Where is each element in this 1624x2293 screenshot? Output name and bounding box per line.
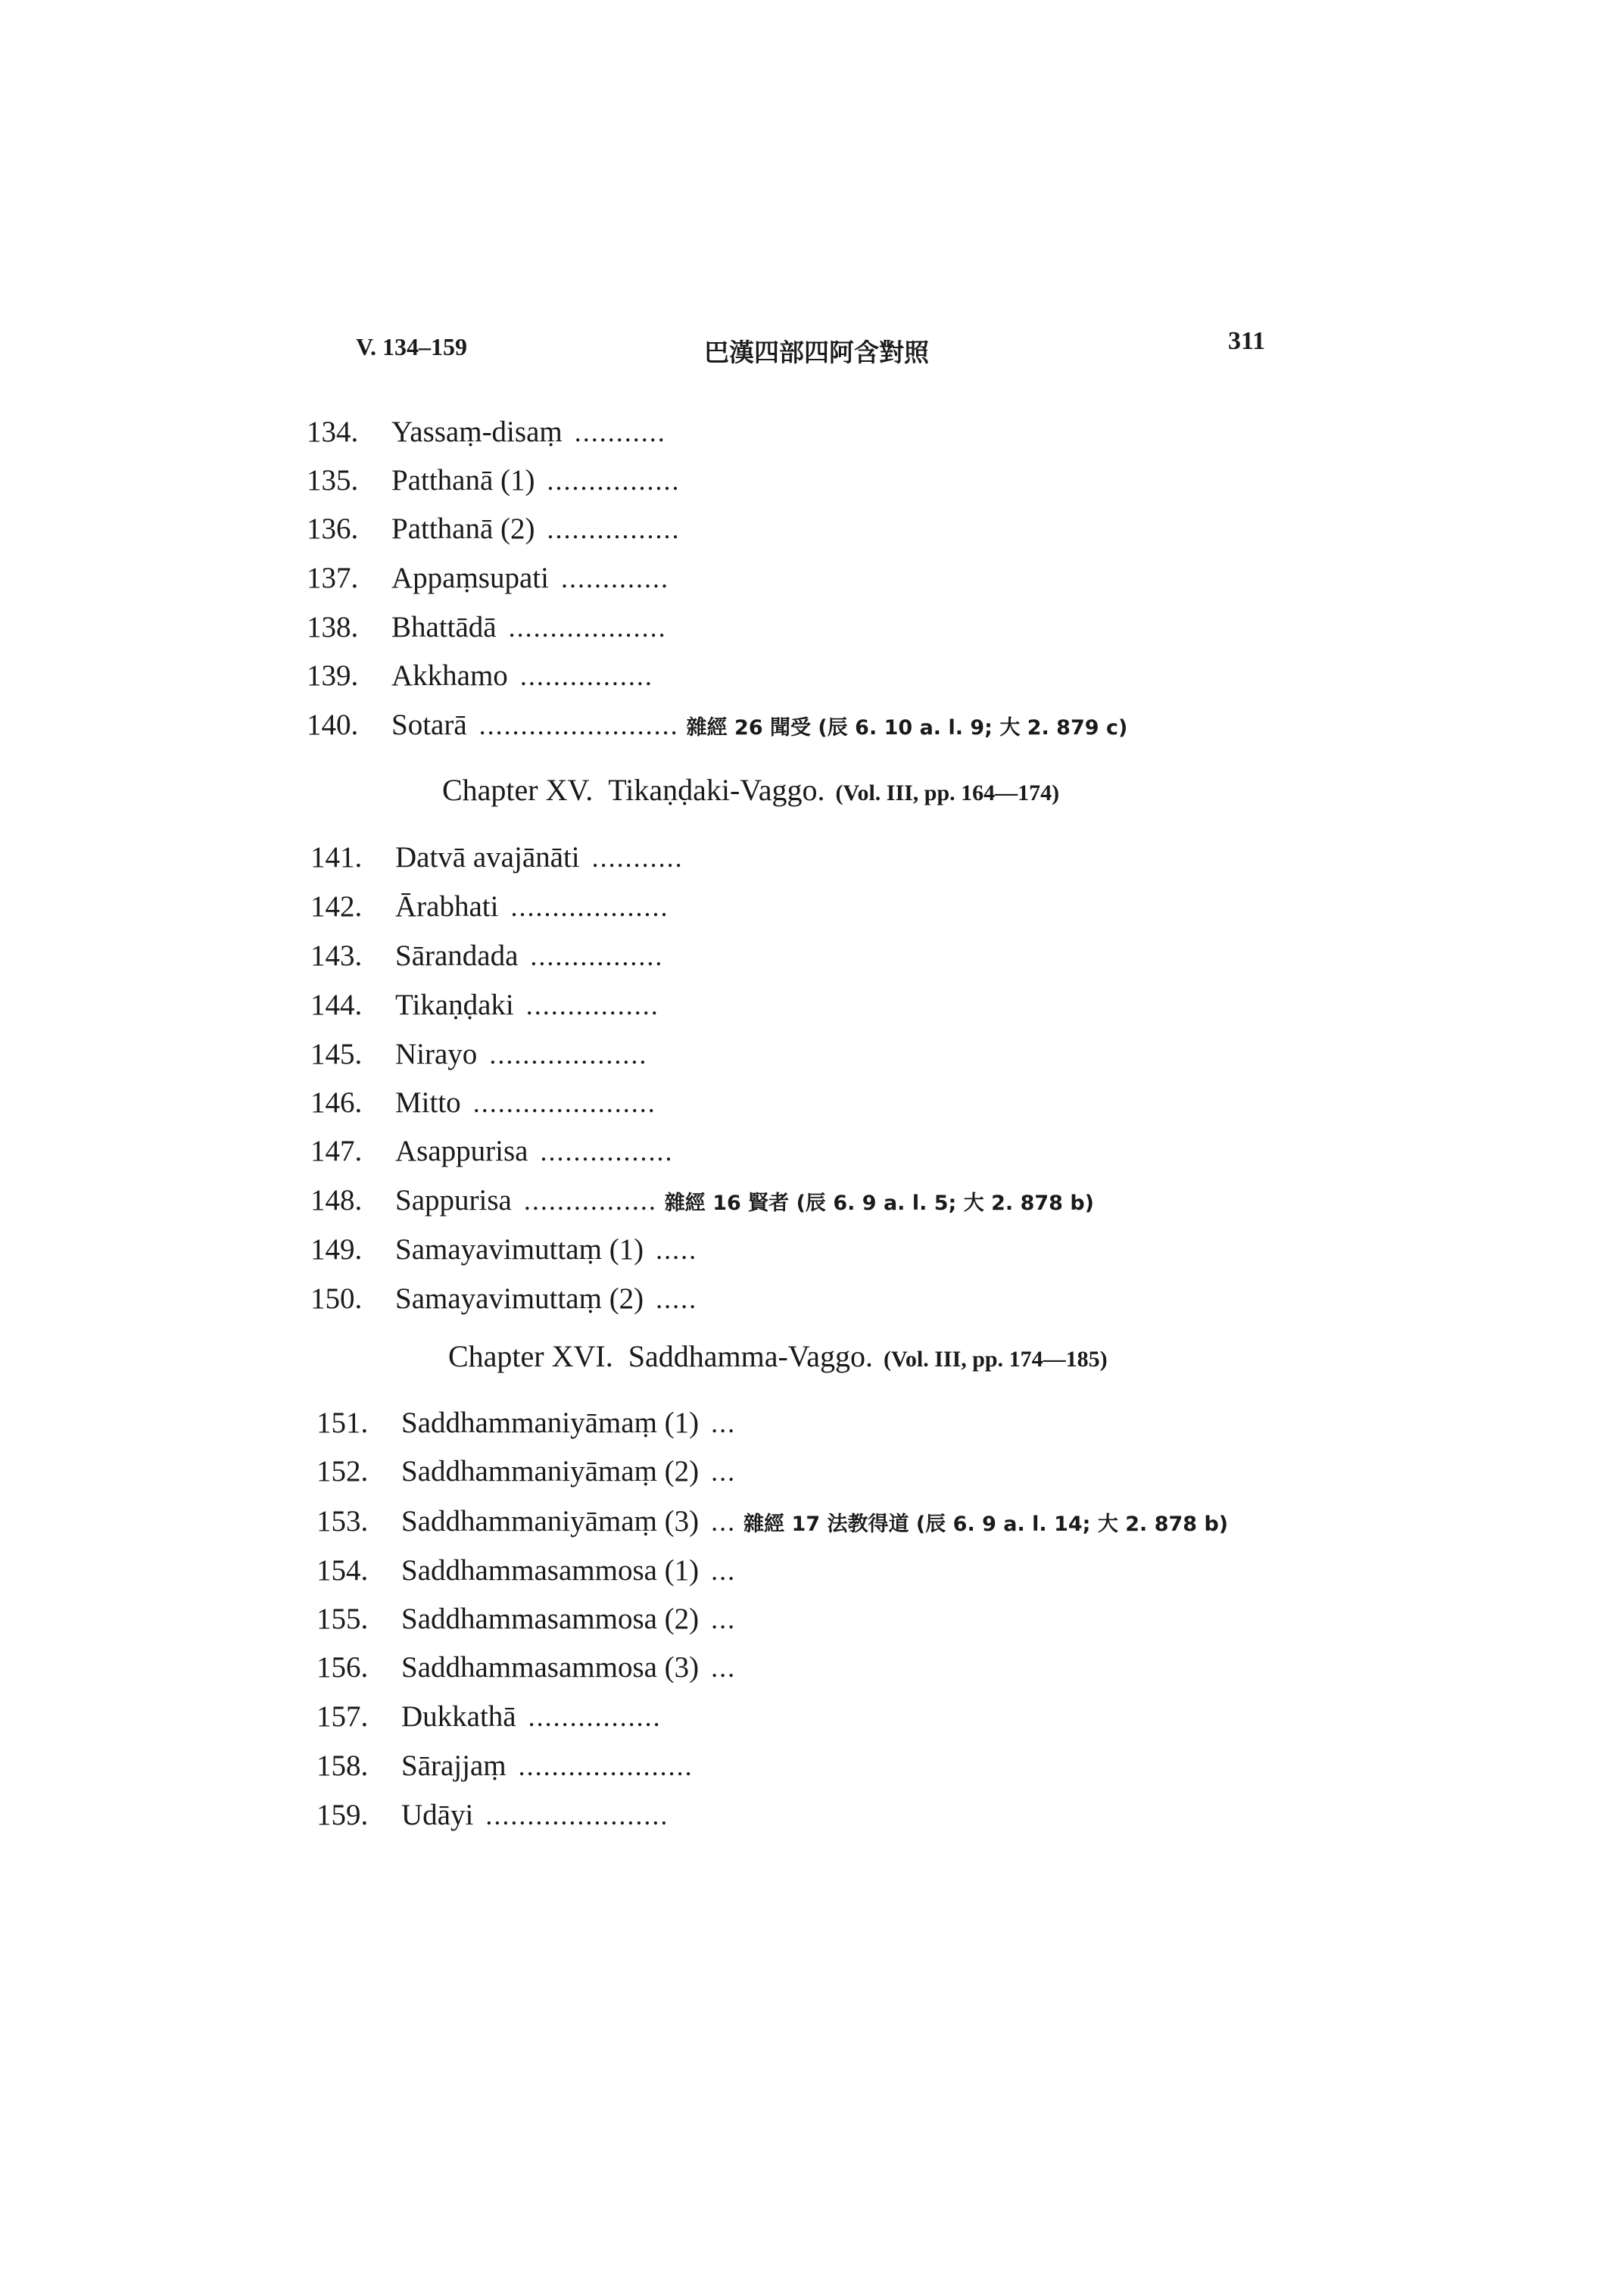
- entry-title: Patthanā (1): [391, 464, 535, 497]
- running-head-title: 巴漢四部四阿含對照: [704, 338, 929, 367]
- entry-title: Ārabhati: [395, 890, 499, 923]
- leader-dots: ...................: [510, 892, 669, 922]
- entry-row: [310, 988, 659, 1033]
- leader-dots: ...: [711, 1456, 737, 1487]
- entry-number: 135.: [307, 464, 359, 497]
- leader-dots: ...................: [508, 612, 667, 643]
- entry-number: 153.: [316, 1505, 369, 1537]
- entry-title: Tikaṇḍaki: [395, 989, 514, 1021]
- entry-row: [316, 1504, 1228, 1550]
- leader-dots: .....: [656, 1284, 698, 1314]
- entry-title: Sārajjaṃ: [401, 1749, 507, 1782]
- entry-number: 148.: [310, 1184, 363, 1217]
- entry-title: Saddhammasammosa (1): [401, 1554, 700, 1587]
- entry-title: Saddhammaniyāmaṃ (2): [401, 1455, 700, 1488]
- entry-row: [307, 415, 666, 460]
- entry-row: [310, 939, 663, 984]
- entry-title: Saddhammaniyāmaṃ (3): [401, 1505, 700, 1537]
- entry-row: [307, 561, 669, 606]
- entry-number: 157.: [316, 1700, 369, 1733]
- entry-row: [316, 1699, 662, 1745]
- entry-row: [310, 1134, 673, 1179]
- entry-row: [307, 463, 681, 509]
- leader-dots: ...: [711, 1556, 737, 1586]
- leader-dots: ...........: [574, 417, 666, 447]
- entry-number: 158.: [316, 1749, 369, 1782]
- entry-number: 146.: [310, 1086, 363, 1119]
- entry-row: [316, 1749, 694, 1794]
- cross-reference: 雜經 17 法教得道 (辰 6. 9 a. l. 14; 大 2. 878 b): [743, 1513, 1229, 1536]
- leader-dots: ...: [711, 1653, 737, 1683]
- leader-dots: .....: [656, 1235, 698, 1265]
- page-header: [0, 327, 1624, 379]
- cross-reference: 雜經 26 聞受 (辰 6. 10 a. l. 9; 大 2. 879 c): [686, 716, 1128, 740]
- entry-row: [310, 889, 669, 935]
- entry-number: 145.: [310, 1038, 363, 1070]
- entry-title: Yassaṃ-disaṃ: [391, 416, 563, 448]
- entry-title: Nirayo: [395, 1038, 478, 1070]
- entry-number: 154.: [316, 1554, 369, 1587]
- entry-title: Sappurisa: [395, 1184, 512, 1217]
- leader-dots: ................: [525, 990, 659, 1020]
- entry-row: [307, 512, 681, 557]
- chapter-heading-xvi: [448, 1338, 1108, 1374]
- entry-title: Sotarā: [391, 709, 467, 741]
- entry-title: Saddhammaniyāmaṃ (1): [401, 1407, 700, 1439]
- entry-row: [307, 659, 653, 704]
- running-head-range: V. 134–159: [356, 333, 467, 360]
- entry-title: Datvā avajānāti: [395, 841, 580, 874]
- leader-dots: .............: [560, 563, 669, 594]
- chapter-volume: (Vol. III, pp. 174—185): [883, 1347, 1108, 1372]
- entry-number: 151.: [316, 1407, 369, 1439]
- entry-row: [310, 1086, 656, 1131]
- entry-row: [316, 1602, 736, 1647]
- leader-dots: ...: [711, 1506, 737, 1537]
- leader-dots: ......................: [472, 1088, 656, 1118]
- leader-dots: ................: [528, 1702, 662, 1732]
- entry-title: Bhattādā: [391, 611, 497, 643]
- chapter-label: Chapter XVI.: [448, 1339, 613, 1373]
- leader-dots: ...........: [591, 843, 684, 873]
- entry-title: Saddhammasammosa (3): [401, 1651, 700, 1684]
- leader-dots: ................: [523, 1185, 657, 1216]
- entry-number: 159.: [316, 1799, 369, 1831]
- entry-row: [316, 1553, 736, 1599]
- entry-number: 137.: [307, 562, 359, 594]
- entry-title: Samayavimuttaṃ (1): [395, 1233, 644, 1266]
- entry-title: Samayavimuttaṃ (2): [395, 1282, 644, 1315]
- entry-row: [316, 1406, 736, 1451]
- entry-row: [307, 708, 1127, 753]
- entry-number: 142.: [310, 890, 363, 923]
- entry-number: 134.: [307, 416, 359, 448]
- entry-row: [316, 1454, 736, 1500]
- entry-number: 143.: [310, 939, 363, 972]
- leader-dots: ................: [547, 514, 681, 544]
- leader-dots: ................: [519, 661, 653, 691]
- entry-title: Asappurisa: [395, 1135, 528, 1167]
- chapter-name: Tikaṇḍaki-Vaggo.: [608, 773, 825, 807]
- entry-number: 138.: [307, 611, 359, 643]
- chapter-heading-xv: [442, 772, 1059, 808]
- entry-number: 150.: [310, 1282, 363, 1315]
- page-number: 311: [1228, 327, 1266, 355]
- entry-number: 141.: [310, 841, 363, 874]
- leader-dots: ................: [547, 466, 681, 496]
- entry-title: Udāyi: [401, 1799, 474, 1831]
- entry-title: Sārandada: [395, 939, 519, 972]
- entry-title: Akkhamo: [391, 659, 508, 692]
- entry-row: [307, 610, 667, 656]
- entry-number: 147.: [310, 1135, 363, 1167]
- entry-title: Dukkathā: [401, 1700, 516, 1733]
- leader-dots: ................: [540, 1136, 674, 1167]
- leader-dots: ...: [711, 1408, 737, 1438]
- leader-dots: ......................: [485, 1800, 669, 1830]
- cross-reference: 雜經 16 賢者 (辰 6. 9 a. l. 5; 大 2. 878 b): [664, 1192, 1094, 1215]
- leader-dots: ...................: [489, 1039, 648, 1070]
- chapter-label: Chapter XV.: [442, 773, 594, 807]
- entry-row: [310, 1037, 647, 1083]
- entry-row: [310, 1232, 697, 1278]
- entry-row: [310, 1183, 1094, 1229]
- chapter-volume: (Vol. III, pp. 164—174): [835, 780, 1060, 805]
- entry-number: 152.: [316, 1455, 369, 1488]
- entry-number: 144.: [310, 989, 363, 1021]
- entry-number: 149.: [310, 1233, 363, 1266]
- entry-number: 139.: [307, 659, 359, 692]
- entry-title: Mitto: [395, 1086, 461, 1119]
- entry-number: 155.: [316, 1603, 369, 1635]
- entry-number: 136.: [307, 512, 359, 545]
- entry-row: [316, 1798, 669, 1843]
- chapter-name: Saddhamma-Vaggo.: [628, 1339, 873, 1373]
- entry-title: Appaṃsupati: [391, 562, 549, 594]
- entry-row: [316, 1650, 736, 1696]
- leader-dots: ................: [530, 941, 664, 971]
- entry-number: 156.: [316, 1651, 369, 1684]
- entry-number: 140.: [307, 709, 359, 741]
- entry-title: Saddhammasammosa (2): [401, 1603, 700, 1635]
- leader-dots: ........................: [478, 710, 679, 740]
- leader-dots: .....................: [518, 1751, 694, 1781]
- entry-row: [310, 840, 684, 886]
- entry-title: Patthanā (2): [391, 512, 535, 545]
- entry-row: [310, 1282, 697, 1327]
- leader-dots: ...: [711, 1604, 737, 1634]
